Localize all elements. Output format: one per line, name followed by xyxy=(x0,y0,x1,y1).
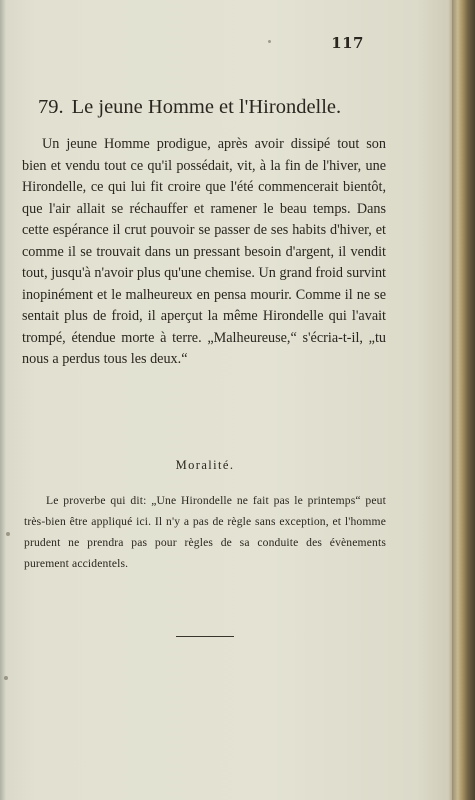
page-number: 117 xyxy=(331,34,364,52)
fable-title: Le jeune Homme et l'Hirondelle. xyxy=(71,96,342,118)
end-rule-divider xyxy=(176,636,234,637)
fable-title-line xyxy=(38,96,398,119)
book-spine xyxy=(452,0,475,800)
moral-text: Le proverbe qui dit: „Une Hirondelle ne fait pas le printemps“ peut très-bien être appliqué ici. Il n'y a pas de règle sans exception, et l'homme prudent ne prendra pas pour règles de sa conduite des évènements purement accidentels. xyxy=(24,494,386,570)
moral-heading: Moralité. xyxy=(175,458,235,472)
paper-speck xyxy=(6,532,10,536)
fable-body: Un jeune Homme prodigue, après avoir dissipé tout son bien et vendu tout ce qu'il possédait, vit, à la fin de l'hiver, une Hirondelle, ce qui lui fit croire que l'été commencerait bientôt, que l'air allait se réchauffer et ramener le beau temps. Dans cette espérance il crut pouvoir se passer de ses habits d'hiver, et comme il se trouvait dans un pressant besoin d'argent, il vendit tout, jusqu'à n'avoir plus qu'une chemise. Un grand froid survint inopinément et le malheureux en pensa mourir. Comme il ne se sentait plus de froid, il aperçut la même Hirondelle qui l'avait trompé, étendue morte à terre. „Malheureuse,“ s'écria-t-il, „tu nous a perdus tous les deux.“ xyxy=(22,136,386,367)
fable-number: 79. xyxy=(38,96,64,118)
paper-speck xyxy=(268,40,271,43)
page-gutter-shadow xyxy=(0,0,6,800)
paper-speck xyxy=(4,676,8,680)
